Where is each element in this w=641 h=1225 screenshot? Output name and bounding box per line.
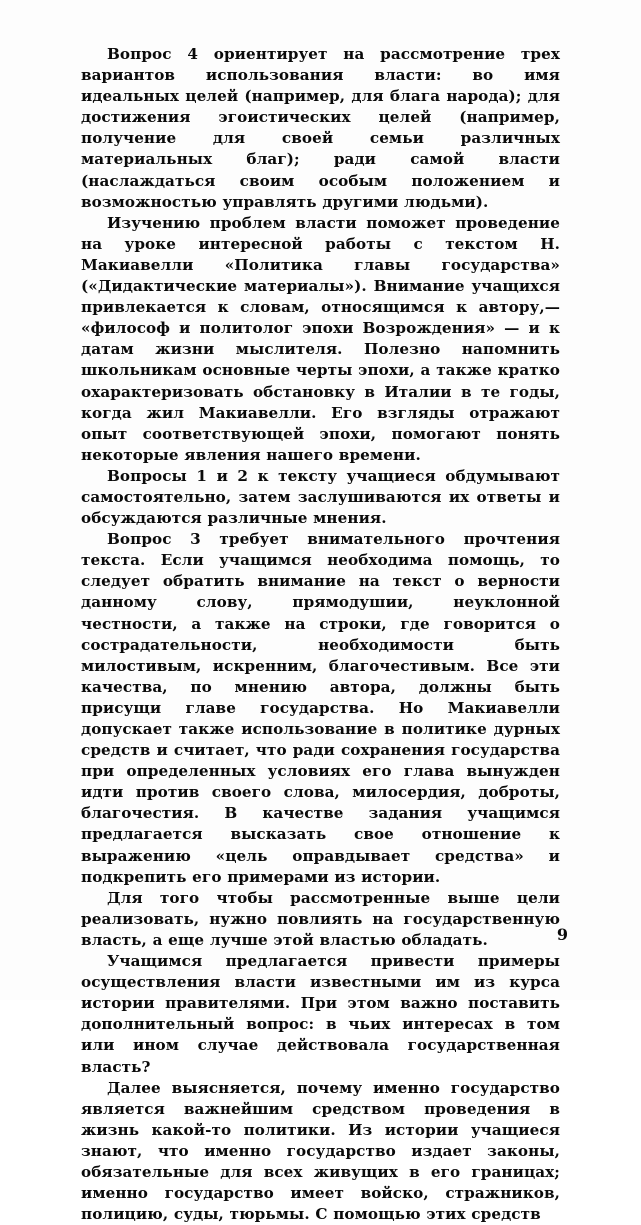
- paragraph: Для того чтобы рассмотренные выше цели реализовать, нужно повлиять на государственную власть, а еще лучше этой властью обладать.: [81, 888, 560, 949]
- paragraph: Учащимся предлагается привести примеры осуществления власти известными им из курса истории правителями. При этом важно поставить дополнительный вопрос: в чьих интересах в том или ином случае действовала государственная власть?: [81, 952, 560, 1076]
- page-number: 9: [556, 925, 568, 944]
- paragraph: Вопросы 1 и 2 к тексту учащиеся обдумывают самостоятельно, затем заслушиваются их ответы и обсуждаются различные мнения.: [81, 466, 560, 528]
- paragraph: Далее выясняется, почему именно государство является важнейшим средством проведения в жизнь какой-то политики. Из истории учащиеся знают, что именно государство издает законы, обязательные для всех живущих в его границах; именно государство имеет войско, стражников, полицию, суды, тюрьмы. С помощью этих средств: [81, 1078, 560, 1224]
- paragraph: Вопрос 4 ориентирует на рассмотрение трех вариантов использования власти: во имя идеальных целей (например, для блага народа); для достижения эгоистических целей (например, получение для своей семьи различных материальных благ); ради самой власти (наслаждаться своим особым положением и возможностью управлять другими людьми).: [81, 45, 560, 211]
- paragraph: Вопрос 3 требует внимательного прочтения текста. Если учащимся необходима помощь, то следует обратить внимание на текст о верности данному слову, прямодушии, неуклонной честности, а также на строки, где говорится о сострадательности, необходимости быть милостивым, искренним, благочестивым. Все эти качества, по мнению автора, должны быть присущи главе государства. Но Макиавелли допускает также использование в политике дурных средств и считает, что ради сохранения государства при определенных условиях его глава вынужден идти против своего слова, милосердия, доброты, благочестия. В качестве задания учащимся предлагается высказать свое отношение к выражению «цель оправдывает средства» и подкрепить его примерами из истории.: [81, 530, 560, 886]
- paragraph: Изучению проблем власти поможет проведение на уроке интересной работы с текстом Н. Макиавелли «Политика главы государства» («Дидактические материалы»). Внимание учащихся привлекается к словам, относящимся к автору,— «философ и политолог эпохи Возрождения» — и к датам жизни мыслителя. Полезно напомнить школьникам основные черты эпохи, а также кратко охарактеризовать обстановку в Италии в те годы, когда жил Макиавелли. Его взгляды отражают опыт соответствующей эпохи, помогают понять некоторые явления нашего времени.: [81, 213, 560, 464]
- body-text-column: [81, 44, 560, 1225]
